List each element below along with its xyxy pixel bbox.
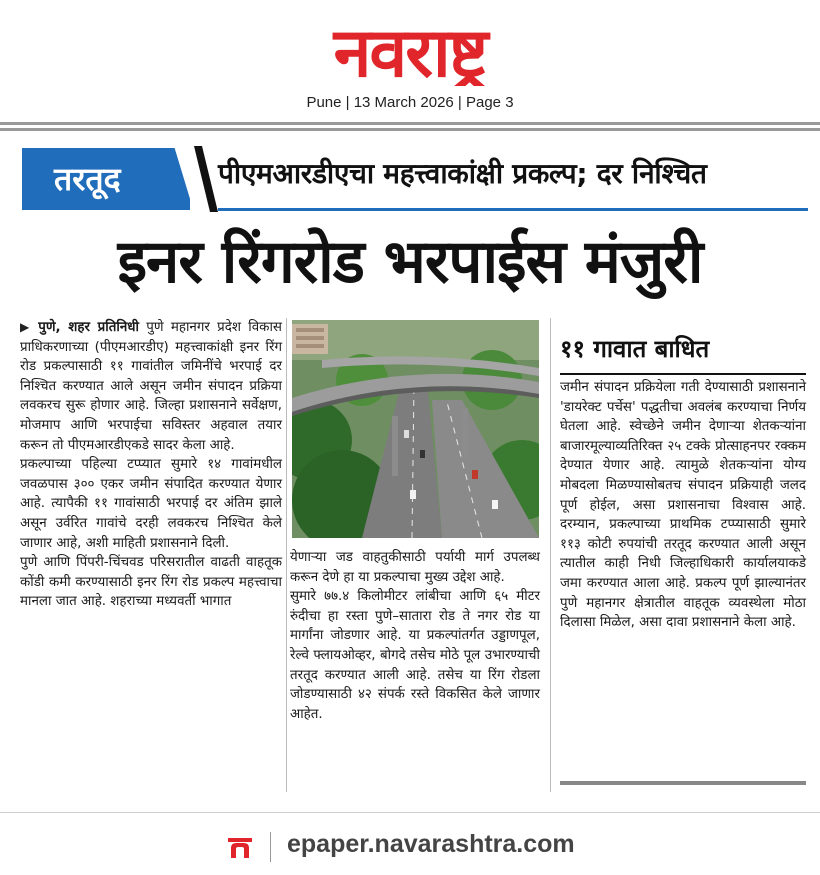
article-paragraph: सुमारे ७७.४ किलोमीटर लांबीचा आणि ६५ मीटर रुंदीचा हा रस्ता पुणे–सातारा रोड ते नगर रोड या मार्गांना जोडणार आहे. या प्रकल्पांतर्गत उड्डाणपूल, रेल्वे फ्लायओव्हर, बोगदे तसेच मोठे पूल उभारण्याची तरतूद करण्यात आली आहे. तसेच या रिंग रोडला जोडण्यासाठी ४२ संपर्क रस्ते विकसित केले जाणार आहेत.	[290, 589, 540, 722]
kicker-text: पीएमआरडीएचा महत्त्वाकांक्षी प्रकल्प; दर निश्चित	[218, 157, 707, 190]
article-paragraph: पुणे आणि पिंपरी-चिंचवड परिसरातील वाढती वाहतूक कोंडी कमी करण्यासाठी इनर रिंग रोड प्रकल्प महत्त्वाचा मानला जात आहे. शहराच्या मध्यवर्ती भागात	[20, 555, 282, 610]
triangle-bullet-icon: ▶	[20, 320, 33, 334]
masthead-double-rule	[0, 122, 820, 131]
main-headline: इनर रिंगरोड भरपाईस मंजुरी	[117, 227, 703, 297]
column-divider-1	[286, 318, 287, 792]
navarashtra-logo[interactable]	[255, 14, 565, 86]
article-paragraph: प्रकल्पाच्या पहिल्या टप्प्यात सुमारे १४ गावांमधील जवळपास ३०० एकर जमीन संपादित करण्यात येणार आहे. त्यापैकी ११ गावांसाठी भरपाई दर अंतिम झाले असून उर्वरित गावांचे दरही लवकरच निश्चित केले जाणार आहे, अशी माहिती प्रशासनाने दिली.	[20, 457, 282, 551]
masthead	[0, 0, 820, 118]
logo-text: नवराष्ट्र	[333, 14, 487, 86]
subheadline-rule	[560, 373, 806, 375]
epaper-link[interactable]: epaper.navarashtra.com	[287, 830, 575, 858]
kicker-underline	[218, 208, 808, 211]
article-column-1	[20, 318, 282, 612]
edition-line: Pune | 13 March 2026 | Page 3	[306, 94, 514, 111]
article-column-2	[290, 548, 540, 724]
kicker-strap	[22, 146, 808, 212]
article-end-rule	[560, 781, 806, 785]
dateline: पुणे, शहर प्रतिनिधी	[38, 320, 139, 335]
footer-separator	[270, 832, 271, 862]
article-paragraph	[20, 318, 282, 455]
kicker-slash-divider	[174, 146, 218, 212]
article-paragraph: येणाऱ्या जड वाहतुकीसाठी पर्यायी मार्ग उपलब्ध करून देणे हा या प्रकल्पाचा मुख्य उद्देश आहे.	[290, 550, 540, 585]
subheadline: ११ गावात बाधित	[560, 335, 710, 363]
article-column-3	[560, 378, 806, 633]
navarashtra-n-icon[interactable]	[226, 832, 254, 860]
column-divider-2	[550, 318, 551, 792]
paragraph-text: पुणे महानगर प्रदेश विकास प्राधिकरणाच्या (पीएमआरडीए) महत्त्वाकांक्षी इनर रिंग रोड प्रकल्पासाठी ११ गावांतील जमिनींचे भरपाई दर निश्चित करण्यात आले असून जमीन संपादन प्रक्रिया लवकरच सुरू होणार आहे. जिल्हा प्रशासनाने सर्वेक्षण, मोजमाप आणि भरपाईचा सविस्तर अहवाल तयार करून तो पीएमआरडीएकडे सादर केला आहे.	[20, 320, 282, 453]
flyover-photo	[292, 320, 539, 538]
footer-divider	[0, 812, 820, 813]
kicker-label: तरतूद	[22, 148, 190, 210]
article-paragraph: जमीन संपादन प्रक्रियेला गती देण्यासाठी प्रशासनाने 'डायरेक्ट पर्चेस' पद्धतीचा अवलंब करण्याचा निर्णय घेतला आहे. स्वेच्छेने जमीन देणाऱ्या शेतकऱ्यांना बाजारमूल्याव्यतिरिक्त २५ टक्के प्रोत्साहनपर रक्कम देण्यात येणार आहे. त्यामुळे शेतकऱ्यांना योग्य मोबदला मिळण्यासोबतच संपादन प्रक्रियाही जलद पूर्ण होईल, असा प्रशासनाचा विश्वास आहे. दरम्यान, प्रकल्पाच्या प्राथमिक टप्प्यासाठी सुमारे ११३ कोटी रुपयांची तरतूद करण्यात आली असून त्यातील काही निधी जिल्हाधिकारी कार्यालयाकडे जमा करण्यात आला आहे. प्रकल्प पूर्ण झाल्यानंतर पुणे महानगर क्षेत्रातील वाहतूक व्यवस्थेला मोठा दिलासा मिळेल, असा दावा प्रशासनाने केला आहे.	[560, 380, 806, 631]
